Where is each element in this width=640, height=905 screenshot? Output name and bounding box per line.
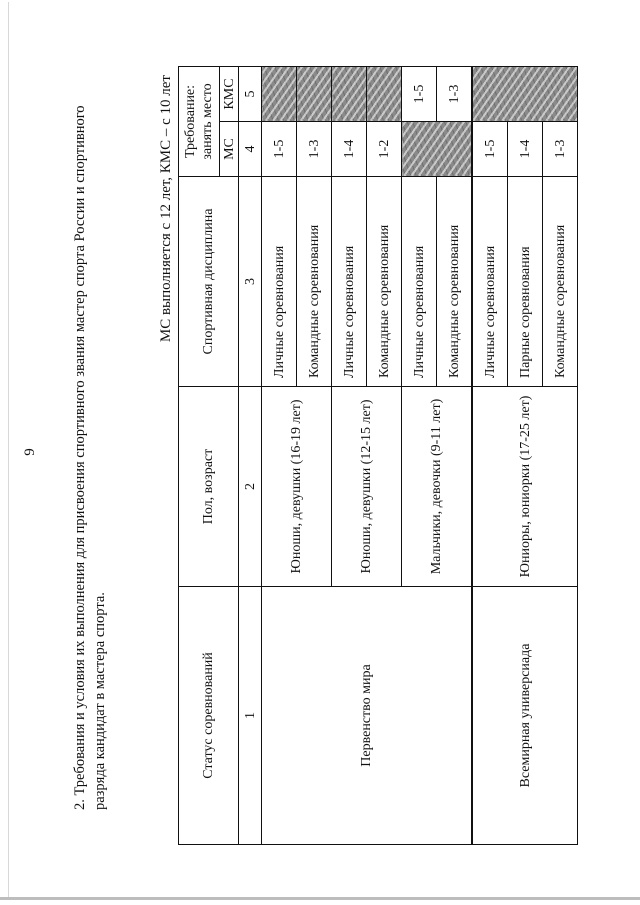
- ms-cell: 1-2: [367, 122, 402, 177]
- column-number: 3: [239, 177, 262, 387]
- discipline-cell: Личные соревнования: [402, 177, 437, 387]
- discipline-cell: Личные соревнования: [332, 177, 367, 387]
- discipline-cell: Командные соревнования: [437, 177, 473, 387]
- column-number-row: [239, 67, 262, 845]
- kms-cell-shaded: [297, 67, 332, 122]
- kms-cell-shaded: [472, 67, 578, 122]
- discipline-cell: Командные соревнования: [543, 177, 578, 387]
- header-ms: МС: [220, 122, 239, 177]
- header-kms: КМС: [220, 67, 239, 122]
- header-discipline: Спортивная дисциплина: [179, 177, 239, 387]
- kms-cell: 1-3: [437, 67, 473, 122]
- age-cell: Мальчики, девочки (9-11 лет): [402, 387, 473, 587]
- status-cell: Всемирная универсиада: [472, 587, 578, 845]
- discipline-cell: Парные соревнования: [508, 177, 543, 387]
- discipline-cell: Командные соревнования: [367, 177, 402, 387]
- ms-cell: 1-5: [262, 122, 297, 177]
- header-status: Статус соревнований: [179, 587, 239, 845]
- ms-cell: 1-5: [472, 122, 508, 177]
- kms-cell-shaded: [332, 67, 367, 122]
- status-cell: Первенство мира: [262, 587, 473, 845]
- ms-cell: 1-3: [297, 122, 332, 177]
- table-row: [262, 67, 297, 845]
- column-number: 1: [239, 587, 262, 845]
- discipline-cell: Командные соревнования: [297, 177, 332, 387]
- kms-cell: 1-5: [402, 67, 437, 122]
- age-cell: Юноши, девушки (16-19 лет): [262, 387, 332, 587]
- ms-cell: 1-3: [543, 122, 578, 177]
- intro-paragraph: 2. Требования и условия их выполнения для присвоения спортивного звания мастер спорта России и спортивного разряда кандидат в мастера спорта.: [72, 105, 108, 810]
- discipline-cell: Личные соревнования: [472, 177, 508, 387]
- discipline-cell: Личные соревнования: [262, 177, 297, 387]
- age-cell: Юниоры, юниорки (17-25 лет): [472, 387, 578, 587]
- page-number: 9: [22, 448, 38, 456]
- ms-cell: 1-4: [332, 122, 367, 177]
- header-age: Пол, возраст: [179, 387, 239, 587]
- table-row: [472, 67, 508, 845]
- age-cell: Юноши, девушки (12-15 лет): [332, 387, 402, 587]
- header-requirement: Требование: занять место: [179, 67, 220, 177]
- requirements-table: [178, 66, 578, 845]
- ms-cell: 1-4: [508, 122, 543, 177]
- kms-cell-shaded: [367, 67, 402, 122]
- column-number: 2: [239, 387, 262, 587]
- kms-cell-shaded: [262, 67, 297, 122]
- column-number: 4: [239, 122, 262, 177]
- column-number: 5: [239, 67, 262, 122]
- ms-cell-shaded: [402, 122, 473, 177]
- age-note: МС выполняется с 12 лет, КМС – с 10 лет: [158, 75, 174, 343]
